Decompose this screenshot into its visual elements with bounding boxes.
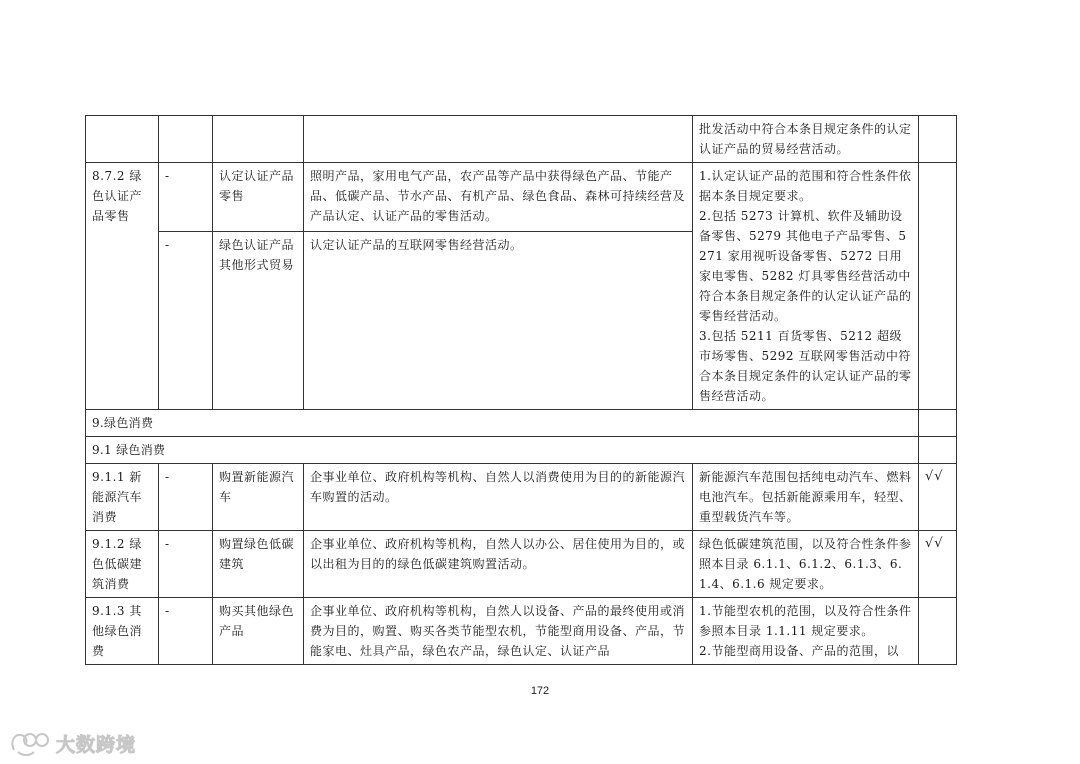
item-name-cell: 购买其他绿色产品 [213,598,304,665]
table-row [86,598,957,665]
mark-cell [919,163,957,410]
category-code-cell [86,116,159,163]
subcode-cell [159,116,213,163]
mark-cell [919,410,957,437]
note-line: 新能源汽车范围包括纯电动汽车、燃料电池汽车。包括新能源乘用车，轻型、重型载货汽车等。 [699,470,912,524]
category-code-cell: 9.1.2 绿色低碳建筑消费 [86,531,159,598]
scope-cell [304,116,693,163]
category-code-cell: 9.1.3 其他绿色消费 [86,598,159,665]
table-row [86,531,957,598]
subcode-cell: - [159,531,213,598]
mark-cell [919,598,957,665]
note-line: 绿色低碳建筑范围，以及符合性条件参照本目录 6.1.1、6.1.2、6.1.3、6.1.4、6.1.6 规定要求。 [699,537,912,591]
section-title: 9.1 绿色消费 [86,437,919,464]
watermark-icon [8,728,52,758]
note-line: 批发活动中符合本条目规定条件的认定认证产品的贸易经营活动。 [699,122,912,156]
subcode-cell: - [159,232,213,410]
page-number: 172 [530,685,550,697]
section-title: 9.绿色消费 [86,410,919,437]
scope-cell: 企事业单位、政府机构等机构，自然人以设备、产品的最终使用或消费为目的，购置、购买各类节能型农机，节能型商用设备、产品，节能家电、灶具产品，绿色农产品，绿色认定、认证产品 [304,598,693,665]
item-name-cell [213,116,304,163]
checkmark-icon: √√ [919,464,957,531]
notes-cell [693,464,919,531]
item-name-cell: 认定认证产品零售 [213,163,304,232]
classification-table [85,115,957,665]
note-line: 2.节能型商用设备、产品的范围，以 [699,644,899,658]
checkmark-icon: √√ [919,531,957,598]
subcode-cell: - [159,163,213,232]
note-line: 1.节能型农机的范围，以及符合性条件参照本目录 1.1.11 规定要求。 [699,604,912,638]
subcode-cell: - [159,598,213,665]
watermark-logo [8,728,136,758]
category-code-cell: 8.7.2 绿色认证产品零售 [86,163,159,410]
item-name-cell: 购置绿色低碳建筑 [213,531,304,598]
notes-cell [693,163,919,410]
scope-cell: 认定认证产品的互联网零售经营活动。 [304,232,693,410]
table-row [86,163,957,232]
watermark-text: 大数跨境 [56,733,137,756]
subcode-cell: - [159,464,213,531]
item-name-cell: 绿色认证产品其他形式贸易 [213,232,304,410]
item-name-cell: 购置新能源汽车 [213,464,304,531]
section-row [86,437,957,464]
note-line: 3.包括 5211 百货零售、5212 超级市场零售、5292 互联网零售活动中符合本条目规定条件的认定认证产品的零售经营活动。 [699,329,912,403]
note-line: 2.包括 5273 计算机、软件及辅助设备零售、5279 其他电子产品零售、5271 家用视听设备零售、5272 日用家电零售、5282 灯具零售经营活动中符合本条目规定条件的认定认证产品的零售经营活动。 [699,209,912,323]
scope-cell: 企事业单位、政府机构等机构，自然人以办公、居住使用为目的，或以出租为目的的绿色低碳建筑购置活动。 [304,531,693,598]
mark-cell [919,437,957,464]
category-code-cell: 9.1.1 新能源汽车消费 [86,464,159,531]
note-line: 1.认定认证产品的范围和符合性条件依据本条目规定要求。 [699,169,912,203]
notes-cell [693,531,919,598]
notes-cell [693,116,919,163]
mark-cell [919,116,957,163]
section-row [86,410,957,437]
notes-cell [693,598,919,665]
table-row [86,116,957,163]
table-row [86,464,957,531]
scope-cell: 企事业单位、政府机构等机构、自然人以消费使用为目的的新能源汽车购置的活动。 [304,464,693,531]
scope-cell: 照明产品，家用电气产品，农产品等产品中获得绿色产品、节能产品、低碳产品、节水产品、有机产品、绿色食品、森林可持续经营及产品认定、认证产品的零售活动。 [304,163,693,232]
